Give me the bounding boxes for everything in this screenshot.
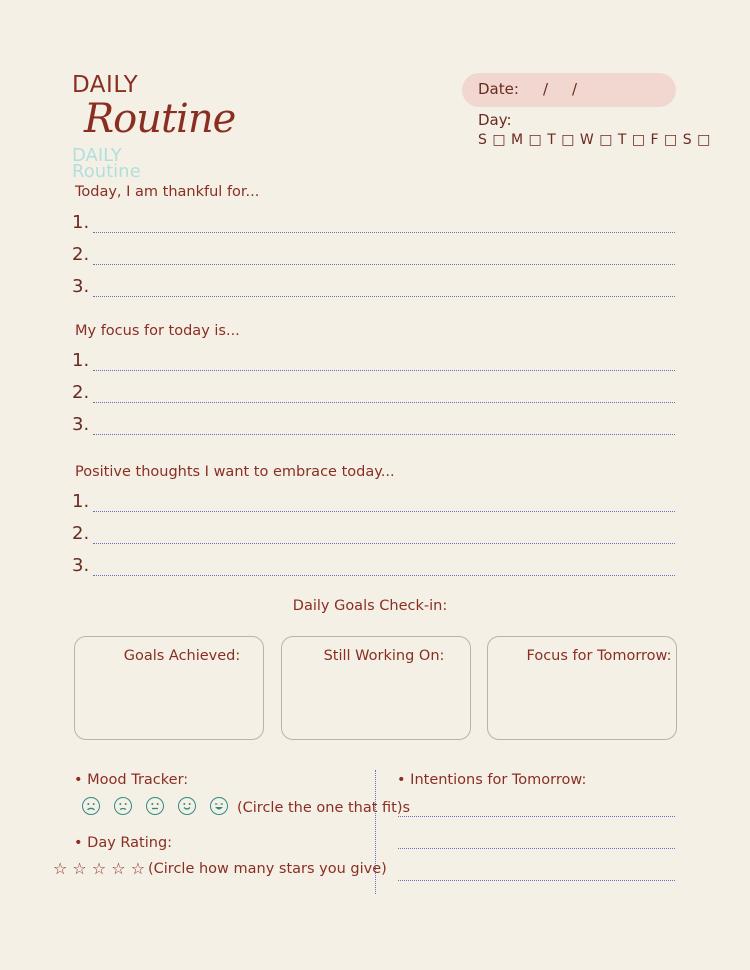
list-number: 3. bbox=[72, 276, 90, 297]
day-checkboxes[interactable]: S □ M □ T □ W □ T □ F □ S □ bbox=[478, 132, 711, 148]
list-number: 2. bbox=[72, 382, 90, 403]
checkin-title: Daily Goals Check-in: bbox=[292, 598, 448, 614]
title-daily: DAILY bbox=[72, 72, 139, 98]
list-number: 1. bbox=[72, 350, 90, 371]
box-title: Goals Achieved: bbox=[123, 648, 241, 664]
writing-line[interactable] bbox=[93, 264, 675, 265]
neutral-face-icon[interactable] bbox=[146, 797, 164, 815]
writing-line[interactable] bbox=[93, 232, 675, 233]
list-number: 2. bbox=[72, 523, 90, 544]
day-label: Day: bbox=[478, 111, 512, 129]
mood-instruction: (Circle the one that fit)s bbox=[237, 800, 411, 816]
list-number: 1. bbox=[72, 491, 90, 512]
writing-line[interactable] bbox=[93, 370, 675, 371]
very-sad-face-icon[interactable] bbox=[82, 797, 100, 815]
writing-line[interactable] bbox=[398, 848, 675, 849]
writing-line[interactable] bbox=[398, 816, 675, 817]
date-label: Date: bbox=[478, 80, 519, 98]
writing-line[interactable] bbox=[398, 880, 675, 881]
title-routine: Routine bbox=[84, 96, 236, 142]
ghost-artifact: DAILY Routine bbox=[72, 145, 141, 182]
writing-line[interactable] bbox=[93, 434, 675, 435]
rating-instruction: (Circle how many stars you give) bbox=[148, 861, 387, 877]
section-heading: Positive thoughts I want to embrace today... bbox=[75, 464, 395, 480]
writing-line[interactable] bbox=[93, 296, 675, 297]
star-rating[interactable]: ☆ ☆ ☆ ☆ ☆ bbox=[53, 859, 146, 878]
writing-line[interactable] bbox=[93, 543, 675, 544]
happy-face-icon[interactable] bbox=[178, 797, 196, 815]
sad-face-icon[interactable] bbox=[114, 797, 132, 815]
day-rating-heading: • Day Rating: bbox=[74, 835, 173, 851]
date-separator: / bbox=[543, 80, 549, 98]
box-title: Still Working On: bbox=[323, 648, 445, 664]
mood-tracker-heading: • Mood Tracker: bbox=[74, 772, 189, 788]
writing-line[interactable] bbox=[93, 511, 675, 512]
box-title: Focus for Tomorrow: bbox=[526, 648, 672, 664]
laughing-face-icon[interactable] bbox=[210, 797, 228, 815]
list-number: 1. bbox=[72, 212, 90, 233]
list-number: 3. bbox=[72, 414, 90, 435]
writing-line[interactable] bbox=[93, 575, 675, 576]
section-heading: My focus for today is... bbox=[75, 323, 240, 339]
list-number: 3. bbox=[72, 555, 90, 576]
section-heading: Today, I am thankful for... bbox=[75, 184, 260, 200]
date-separator: / bbox=[572, 80, 578, 98]
intentions-heading: • Intentions for Tomorrow: bbox=[397, 772, 587, 788]
writing-line[interactable] bbox=[93, 402, 675, 403]
list-number: 2. bbox=[72, 244, 90, 265]
